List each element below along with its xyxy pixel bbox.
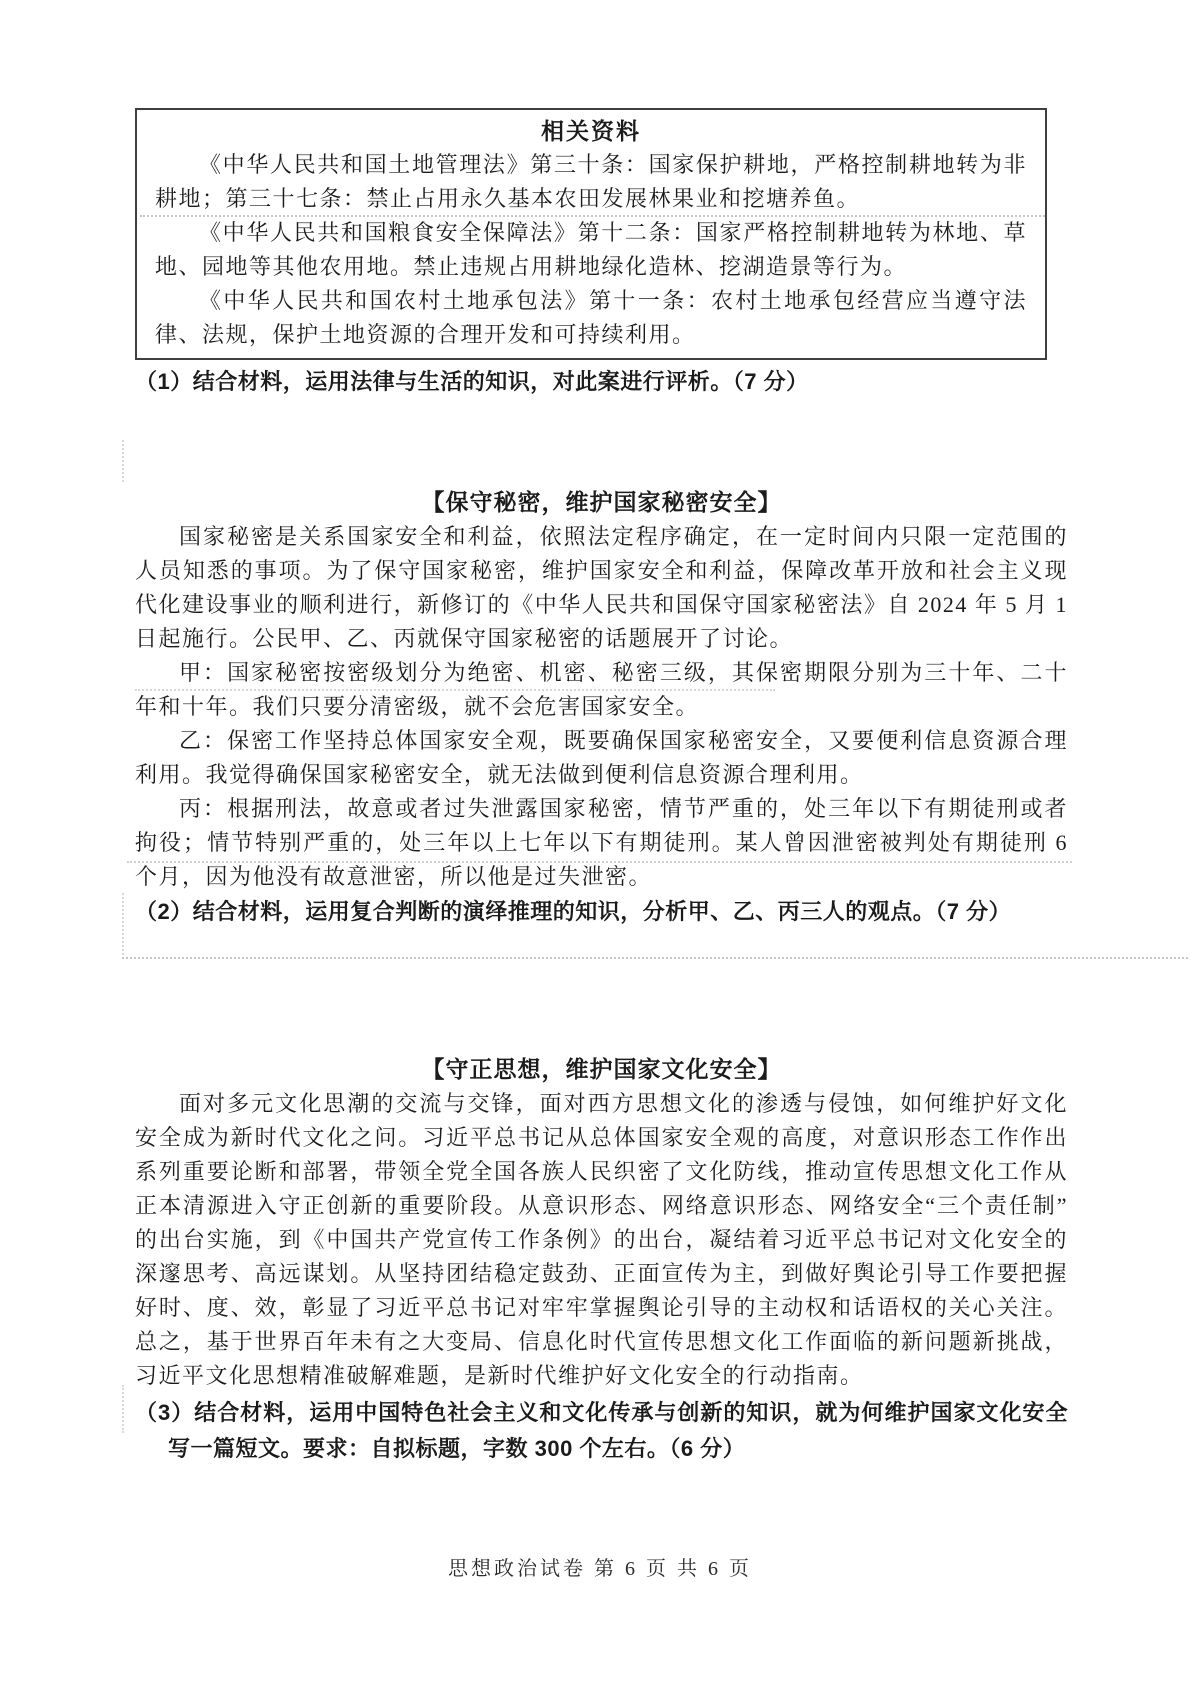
speaker-jia-paragraph: 甲：国家秘密按密级划分为绝密、机密、秘密三级，其保密期限分别为三十年、二十年和十年。我们只要分清密级，就不会危害国家安全。 (135, 660, 1068, 719)
related-materials-box (135, 108, 1047, 360)
scan-artifact-line (127, 861, 1072, 863)
scan-artifact-mark (122, 1385, 124, 1433)
speaker-bing-paragraph: 丙：根据刑法，故意或者过失泄露国家秘密，情节严重的，处三年以下有期徒刑或者拘役；情节特别严重的，处三年以上七年以下有期徒刑。某人曾因泄密被判处有期徒刑 6 个月，因为他没有故意泄密，所以他是过失泄密。 (135, 796, 1068, 889)
scan-artifact-line (140, 215, 1045, 217)
scan-artifact-line (122, 957, 1188, 959)
secrecy-intro-paragraph: 国家秘密是关系国家安全和利益，依照法定程序确定，在一定时间内只限一定范围的人员知悉的事项。为了保守国家秘密，维护国家安全和利益，保障改革开放和社会主义现代化建设事业的顺利进行，新修订的《中华人民共和国保守国家秘密法》自 2024 年 5 月 1 日起施行。公民甲、乙、丙就保守国家秘密的话题展开了讨论。 (135, 524, 1068, 651)
speaker-yi-paragraph: 乙：保密工作坚持总体国家安全观，既要确保国家秘密安全，又要便利信息资源合理利用。我觉得确保国家秘密安全，就无法做到便利信息资源合理利用。 (135, 728, 1068, 787)
law-excerpt-food-security: 《中华人民共和国粮食安全保障法》第十二条：国家严格控制耕地转为林地、草地、园地等其他农用地。禁止违规占用耕地绿化造林、挖湖造景等行为。 (155, 220, 1027, 279)
scan-artifact-mark (122, 893, 124, 955)
question-2: （2）结合材料，运用复合判断的演绎推理的知识，分析甲、乙、丙三人的观点。（7 分） (135, 899, 1012, 924)
scan-artifact-mark (122, 440, 124, 482)
section-header-secrecy: 【保守秘密，维护国家秘密安全】 (421, 489, 782, 515)
section-header-culture: 【守正思想，维护国家文化安全】 (421, 1056, 782, 1082)
culture-body-paragraph: 面对多元文化思潮的交流与交锋，面对西方思想文化的渗透与侵蚀，如何维护好文化安全成为新时代文化之问。习近平总书记从总体国家安全观的高度，对意识形态工作作出系列重要论断和部署，带领全党全国各族人民织密了文化防线，推动宣传思想文化工作从正本清源进入守正创新的重要阶段。从意识形态、网络意识形态、网络安全“三个责任制”的出台实施，到《中国共产党宣传工作条例》的出台，凝结着习近平总书记对文化安全的深邃思考、高远谋划。从坚持团结稳定鼓劲、正面宣传为主，到做好舆论引导工作要把握好时、度、效，彰显了习近平总书记对牢牢掌握舆论引导的主动权和话语权的关心关注。总之，基于世界百年未有之大变局、信息化时代宣传思想文化工作面临的新问题新挑战，习近平文化思想精准破解难题，是新时代维护好文化安全的行动指南。 (135, 1091, 1068, 1388)
scan-artifact-line (135, 689, 775, 691)
question-3: （3）结合材料，运用中国特色社会主义和文化传承与创新的知识，就为何维护国家文化安全写一篇短文。要求：自拟标题，字数 300 个左右。（6 分） (135, 1400, 1068, 1461)
question-1: （1）结合材料，运用法律与生活的知识，对此案进行评析。（7 分） (135, 369, 809, 394)
page-footer: 思想政治试卷 第 6 页 共 6 页 (448, 1558, 752, 1580)
related-materials-title: 相关资料 (541, 118, 641, 144)
law-excerpt-rural-land-contract: 《中华人民共和国农村土地承包法》第十一条：农村土地承包经营应当遵守法律、法规，保护土地资源的合理开发和可持续利用。 (155, 288, 1027, 347)
law-excerpt-land-administration: 《中华人民共和国土地管理法》第三十条：国家保护耕地，严格控制耕地转为非耕地；第三十七条：禁止占用永久基本农田发展林果业和挖塘养鱼。 (155, 152, 1027, 211)
